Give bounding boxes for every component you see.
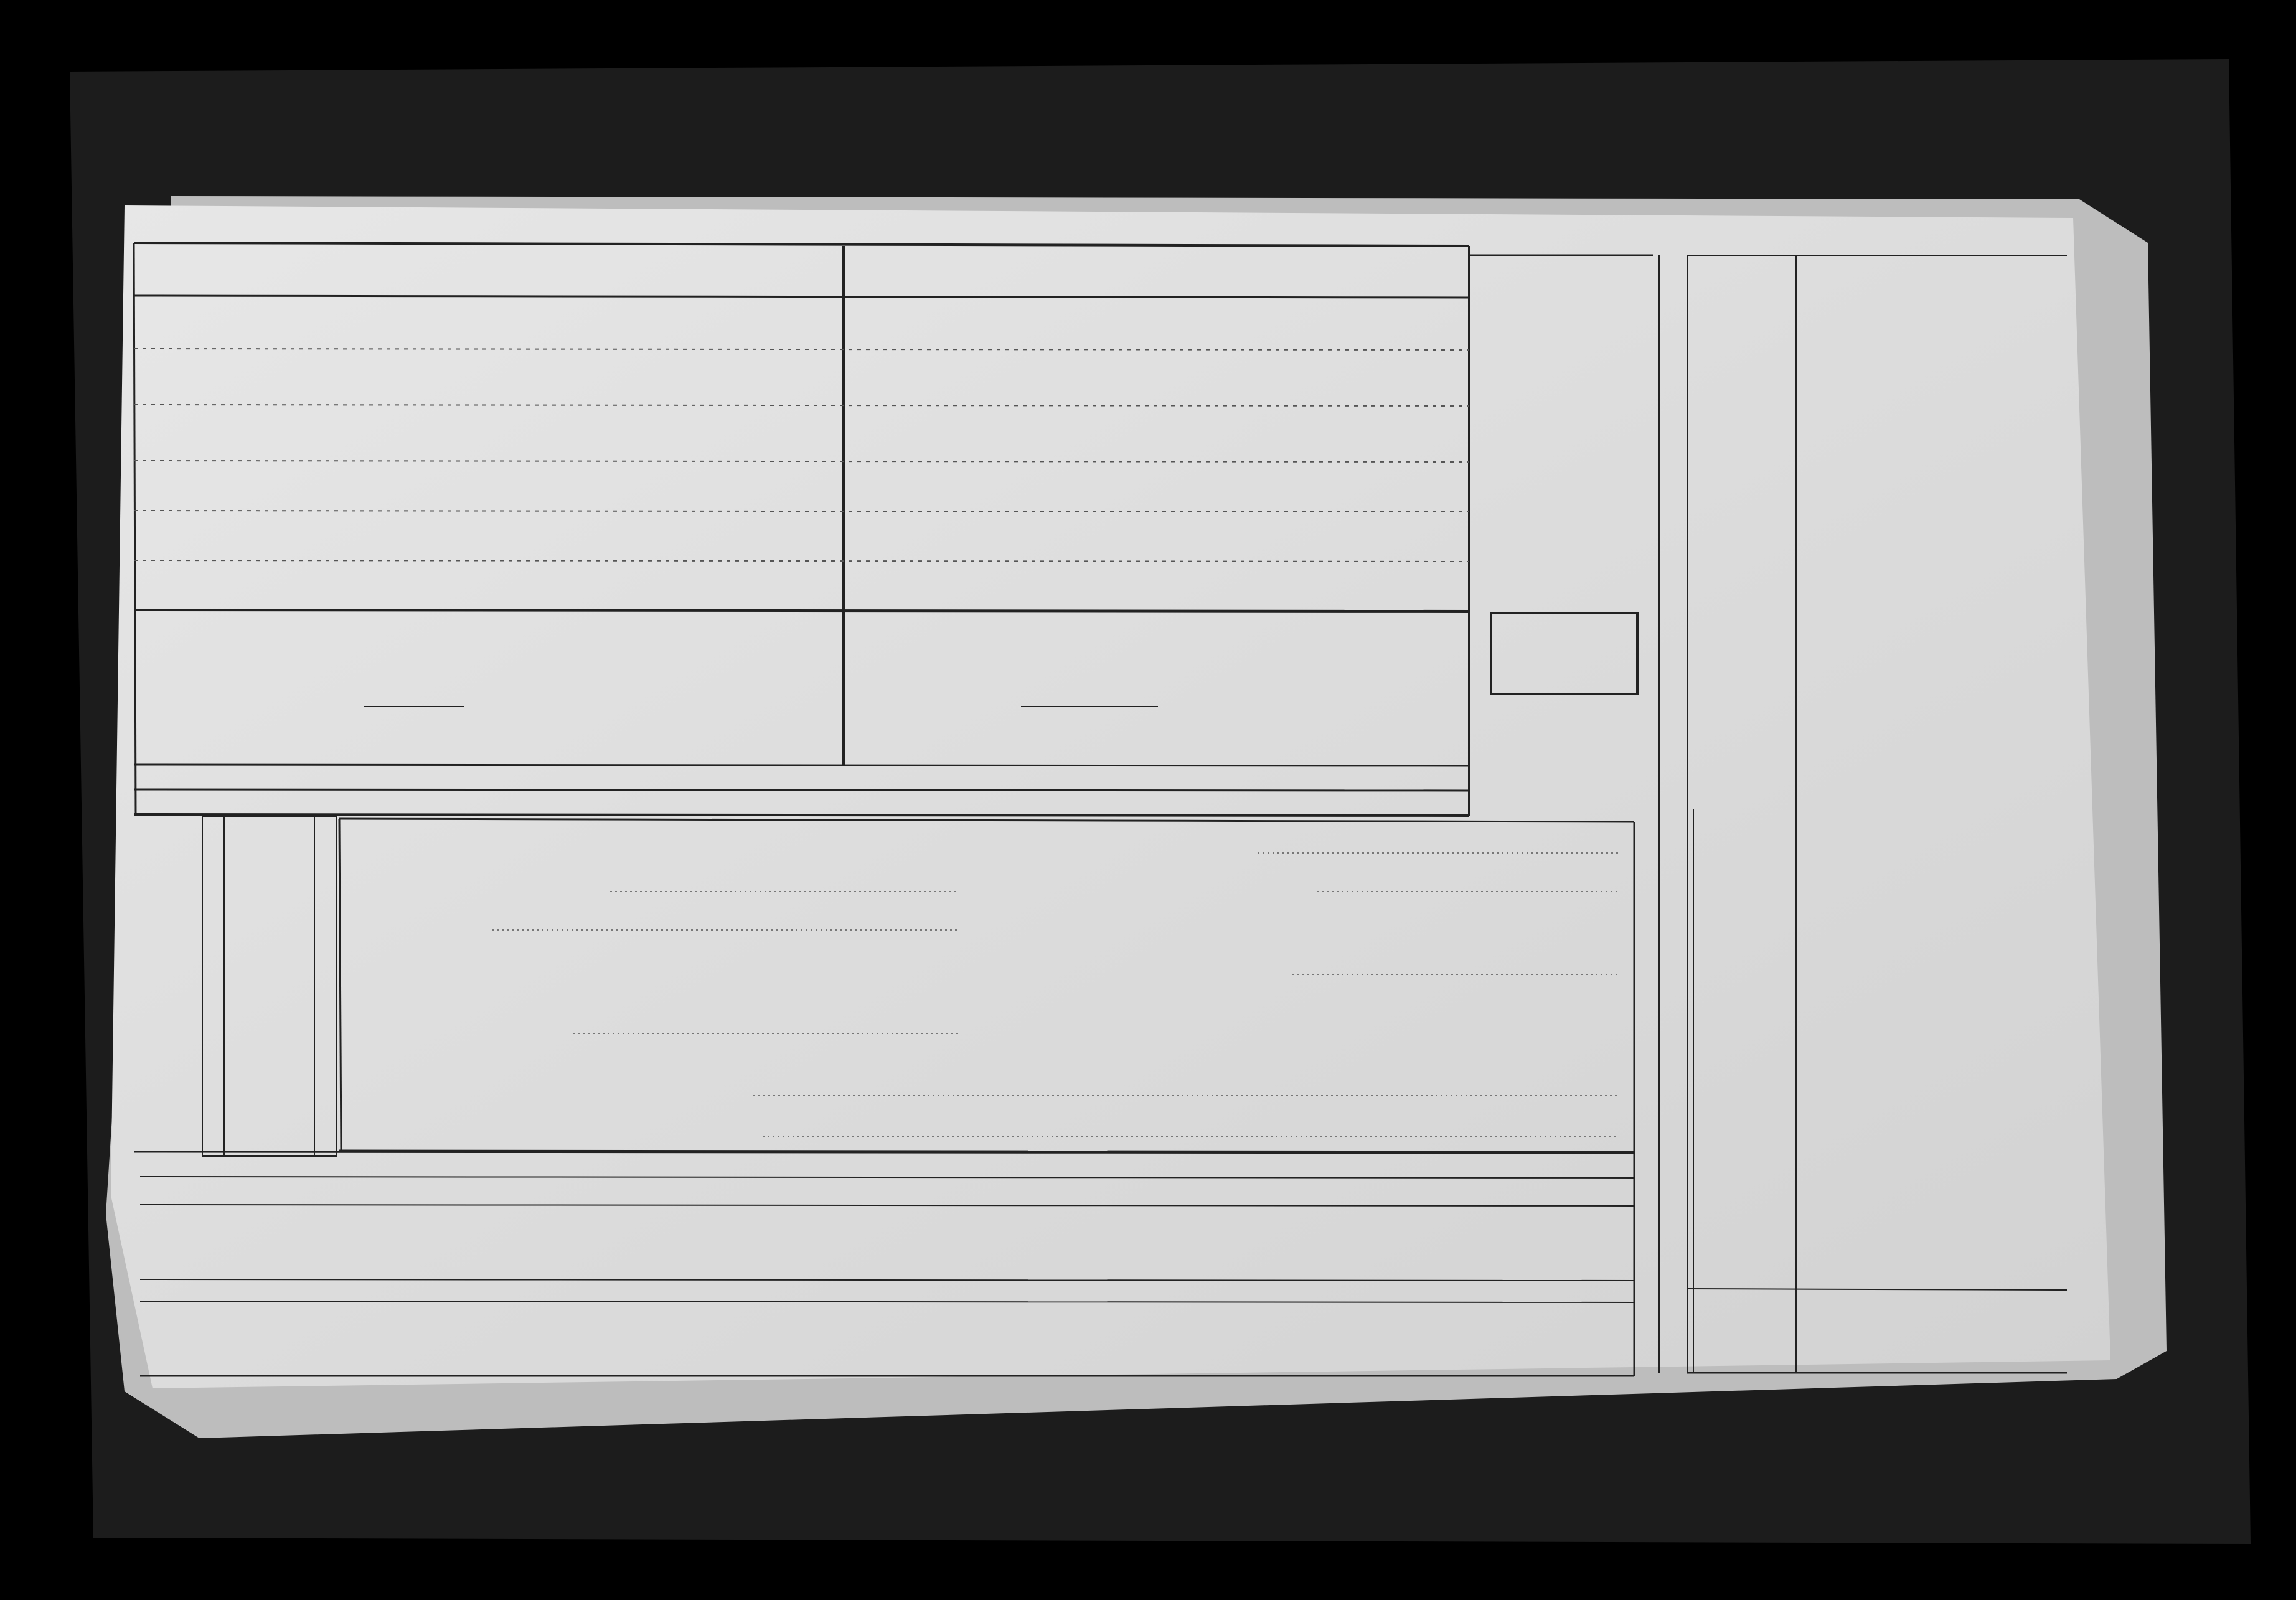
card-paper [111,205,2110,1388]
